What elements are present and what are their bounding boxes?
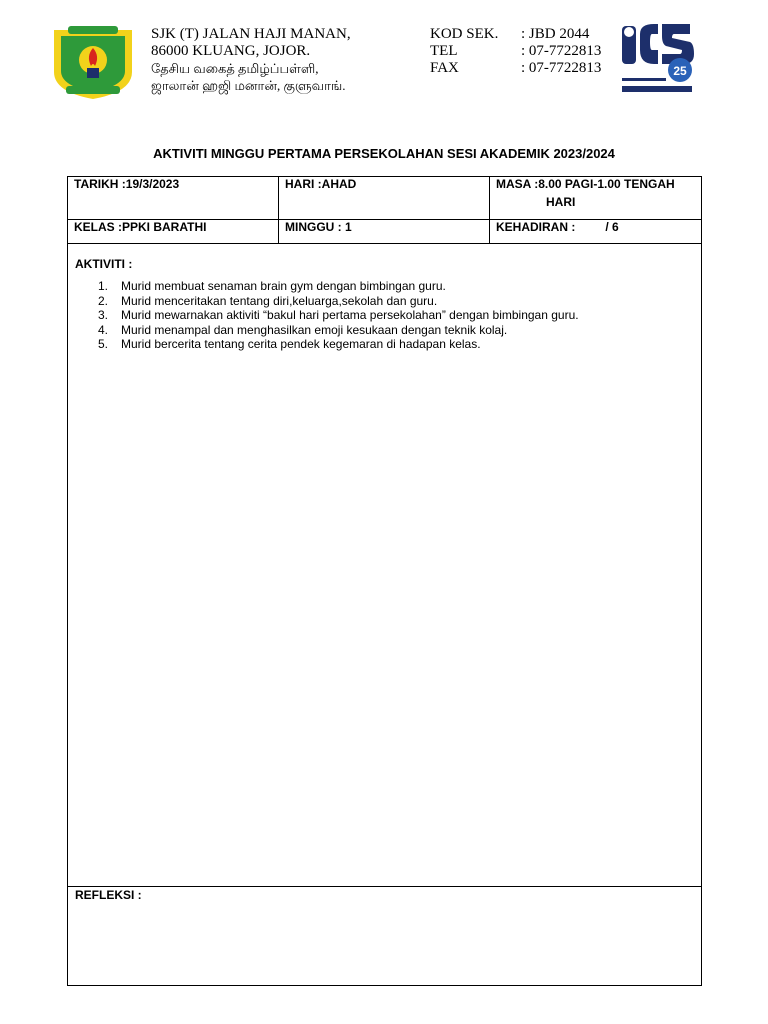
masa-cell [490, 177, 702, 220]
contact-value: : JBD 2044 [521, 26, 590, 42]
contact-fax [430, 60, 601, 77]
school-crest-logo [52, 22, 134, 100]
list-item [98, 294, 579, 309]
contact-label: FAX [430, 60, 459, 76]
masa-line-2: HARI [546, 195, 576, 209]
list-item [98, 279, 579, 294]
tamil-address-line: ஜாலான் ஹஜி மனான், குளுவாங். [151, 78, 346, 93]
item-number: 2. [98, 293, 109, 308]
item-text: Murid menampal dan menghasilkan emoji kesukaan dengan teknik kolaj. [121, 322, 508, 337]
aktiviti-label: AKTIVITI : [75, 257, 133, 271]
refleksi-label: REFLEKSI : [75, 888, 142, 902]
refleksi-section [67, 886, 702, 986]
item-text: Murid mewarnakan aktiviti “bakul hari pertama persekolahan” dengan bimbingan guru. [121, 308, 579, 322]
kehadiran-cell: KEHADIRAN : / 6 [490, 220, 702, 244]
item-number: 1. [98, 279, 109, 293]
document-title: AKTIVITI MINGGU PERTAMA PERSEKOLAHAN SESI AKADEMIK 2023/2024 [153, 146, 615, 161]
item-number: 4. [98, 322, 109, 337]
tarikh-cell: TARIKH :19/3/2023 [68, 177, 279, 220]
school-city-line: 86000 KLUANG, JOJOR. [151, 43, 311, 59]
logo-number: 25 [673, 64, 687, 78]
kelas-cell: KELAS :PPKI BARATHI [68, 220, 279, 244]
contact-tel [430, 43, 601, 60]
hari-cell: HARI :AHAD [279, 177, 490, 220]
info-table [67, 176, 702, 244]
list-item [98, 337, 579, 352]
minggu-cell: MINGGU : 1 [279, 220, 490, 244]
list-item [98, 323, 579, 338]
tamil-name-line: தேசிய வகைத் தமிழ்ப்பள்ளி, [151, 61, 319, 76]
contact-block [430, 26, 601, 77]
school-address [151, 26, 351, 94]
aktiviti-list [98, 279, 579, 352]
item-text: Murid menceritakan tentang diri,keluarga,sekolah dan guru. [121, 293, 438, 308]
contact-value: : 07-7722813 [521, 43, 602, 59]
ppd-logo [618, 20, 696, 96]
item-text: Murid bercerita tentang cerita pendek kegemaran di hadapan kelas. [121, 337, 481, 351]
list-item [98, 308, 579, 323]
masa-line-1: MASA :8.00 PAGI-1.00 TENGAH [496, 177, 675, 191]
contact-label: KOD SEK. [430, 26, 499, 42]
item-text: Murid membuat senaman brain gym dengan bimbingan guru. [121, 279, 446, 293]
item-number: 3. [98, 308, 109, 322]
contact-value: : 07-7722813 [521, 60, 602, 76]
school-name-line: SJK (T) JALAN HAJI MANAN, [151, 26, 351, 42]
aktiviti-section [67, 243, 702, 887]
item-number: 5. [98, 337, 109, 351]
contact-kod [430, 26, 601, 43]
contact-label: TEL [430, 43, 458, 59]
